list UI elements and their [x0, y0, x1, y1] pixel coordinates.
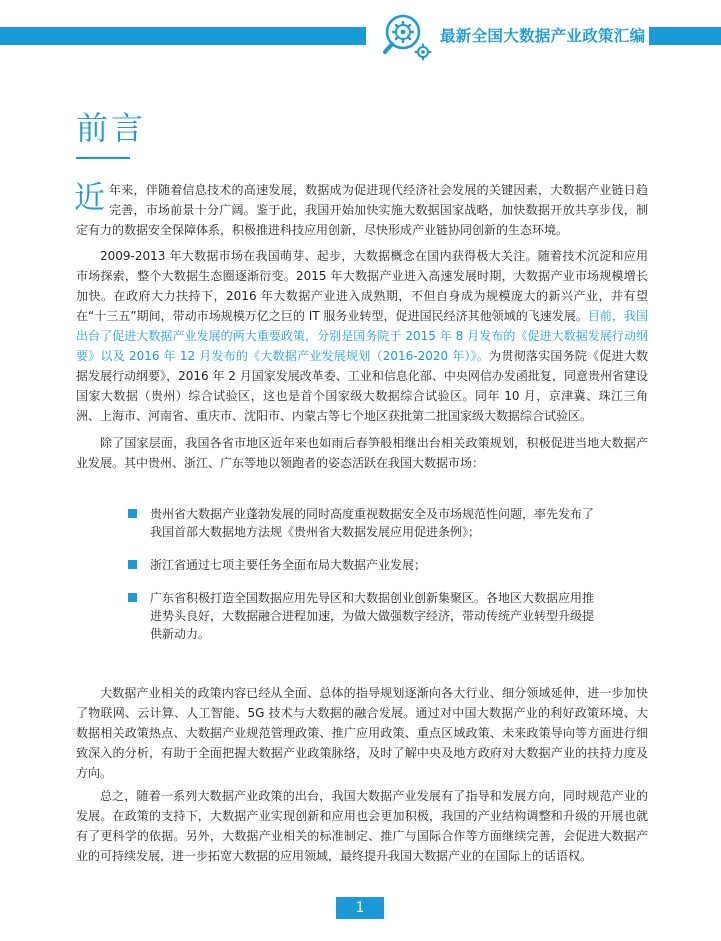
list-item	[128, 505, 598, 541]
list-item	[128, 589, 598, 643]
conclusion-paragraph: 总之，随着一系列大数据产业政策的出台，我国大数据产业发展有了指导和发展方向，同时规范产业的发展。在政策的支持下，大数据产业实现创新和应用也会更加积极，我国的产业结构调整和升级的开展也就有了更科学的依据。另外，大数据产业相关的标准制定、推广与国际合作等方面继续完善，会促进大数据产业的可持续发展，进一步拓宽大数据的应用领域，最终提升我国大数据产业的在国际上的话语权。	[76, 789, 648, 863]
intro-text: 年来，伴随着信息技术的高速发展，数据成为促进现代经济社会发展的关键因素，大数据产业链日趋完善，市场前景十分广阔。鉴于此，我国开始加快实施大数据国家战略，加快数据开放共享步伐，制定有力的数据安全保障体系，积极推进科技应用创新，尽快形成产业链协同创新的生态环境。	[76, 183, 648, 237]
policy-highlight: 目前，我国出台了促进大数据产业发展的两大重要政策，分别是国务院于 2015 年 8 月发布的《促进大数据发展行动纲要》以及 2016 年 12 月发布的《大数据产业发展规划（2016-2020 年）》。	[76, 309, 648, 363]
header-title: 最新全国大数据产业政策汇编	[440, 27, 646, 45]
page-title: 前言	[76, 109, 147, 147]
drop-cap: 近	[74, 180, 105, 216]
header-band-left	[0, 27, 366, 45]
policy-trend-paragraph: 大数据产业相关的政策内容已经从全面、总体的指导规划逐渐向各大行业、细分领域延伸，进一步加快了物联网、云计算、人工智能、5G 技术与大数据的融合发展。通过对中国大数据产业的利好政策环境、大数据相关政策热点、大数据产业规范管理政策、推广应用政策、重点区域政策、未来政策导向等方面进行细致深入的分析，有助于全面把握大数据产业政策脉络，及时了解中央及地方政府对大数据产业的扶持力度及方向。	[76, 686, 648, 780]
square-bullet-icon	[128, 593, 137, 602]
regional-bullet-list	[128, 505, 598, 643]
magnifier-gear-icon	[378, 8, 434, 64]
regional-paragraph: 除了国家层面，我国各省市地区近年来也如雨后春笋般相继出台相关政策规划，积极促进当地大数据产业发展。其中贵州、浙江、广东等地以领跑者的姿态活跃在我国大数据市场：	[76, 436, 648, 470]
history-paragraph	[76, 246, 648, 426]
history-text: 2009-2013 年大数据市场在我国萌芽、起步，大数据概念在国内获得极大关注。随着技术沉淀和应用市场探索，整个大数据生态圈逐渐衍变。2015 年大数据产业进入高速发展时期，大数据产业市场规模增长加快。在政府大力扶持下，2016 年大数据产业进入成熟期，不但自身成为规模庞大的新兴产业，并有望在“十三五”期间，带动市场规模万亿之巨的 IT 服务业转型，促进国民经济其他领域的飞速发展。	[76, 249, 648, 323]
page-number: 1	[336, 897, 384, 919]
bullet-text: 贵州省大数据产业蓬勃发展的同时高度重视数据安全及市场规范性问题，率先发布了我国首部大数据地方法规《贵州省大数据发展应用促进条例》；	[150, 507, 595, 539]
history-text-continued: 为贯彻落实国务院《促进大数据发展行动纲要》，2016 年 2 月国家发展改革委、工业和信息化部、中央网信办发函批复，同意贵州省建设国家大数据（贵州）综合试验区，这也是首个国家级大数据综合试验区。同年 10 月，京津冀、珠江三角洲、上海市、河南省、重庆市、沈阳市、内蒙古等七个地区获批第二批国家级大数据综合试验区。	[76, 349, 648, 423]
intro-paragraph	[76, 180, 648, 240]
list-item	[128, 556, 598, 574]
title-underline	[76, 157, 130, 159]
square-bullet-icon	[128, 560, 137, 569]
square-bullet-icon	[128, 509, 137, 518]
header-band-right	[649, 27, 721, 45]
bullet-text: 浙江省通过七项主要任务全面布局大数据产业发展；	[150, 558, 427, 572]
bullet-text: 广东省积极打造全国数据应用先导区和大数据创业创新集聚区。各地区大数据应用推进势头良好，大数据融合进程加速，为做大做强数字经济，带动传统产业转型升级提供新动力。	[150, 591, 595, 641]
